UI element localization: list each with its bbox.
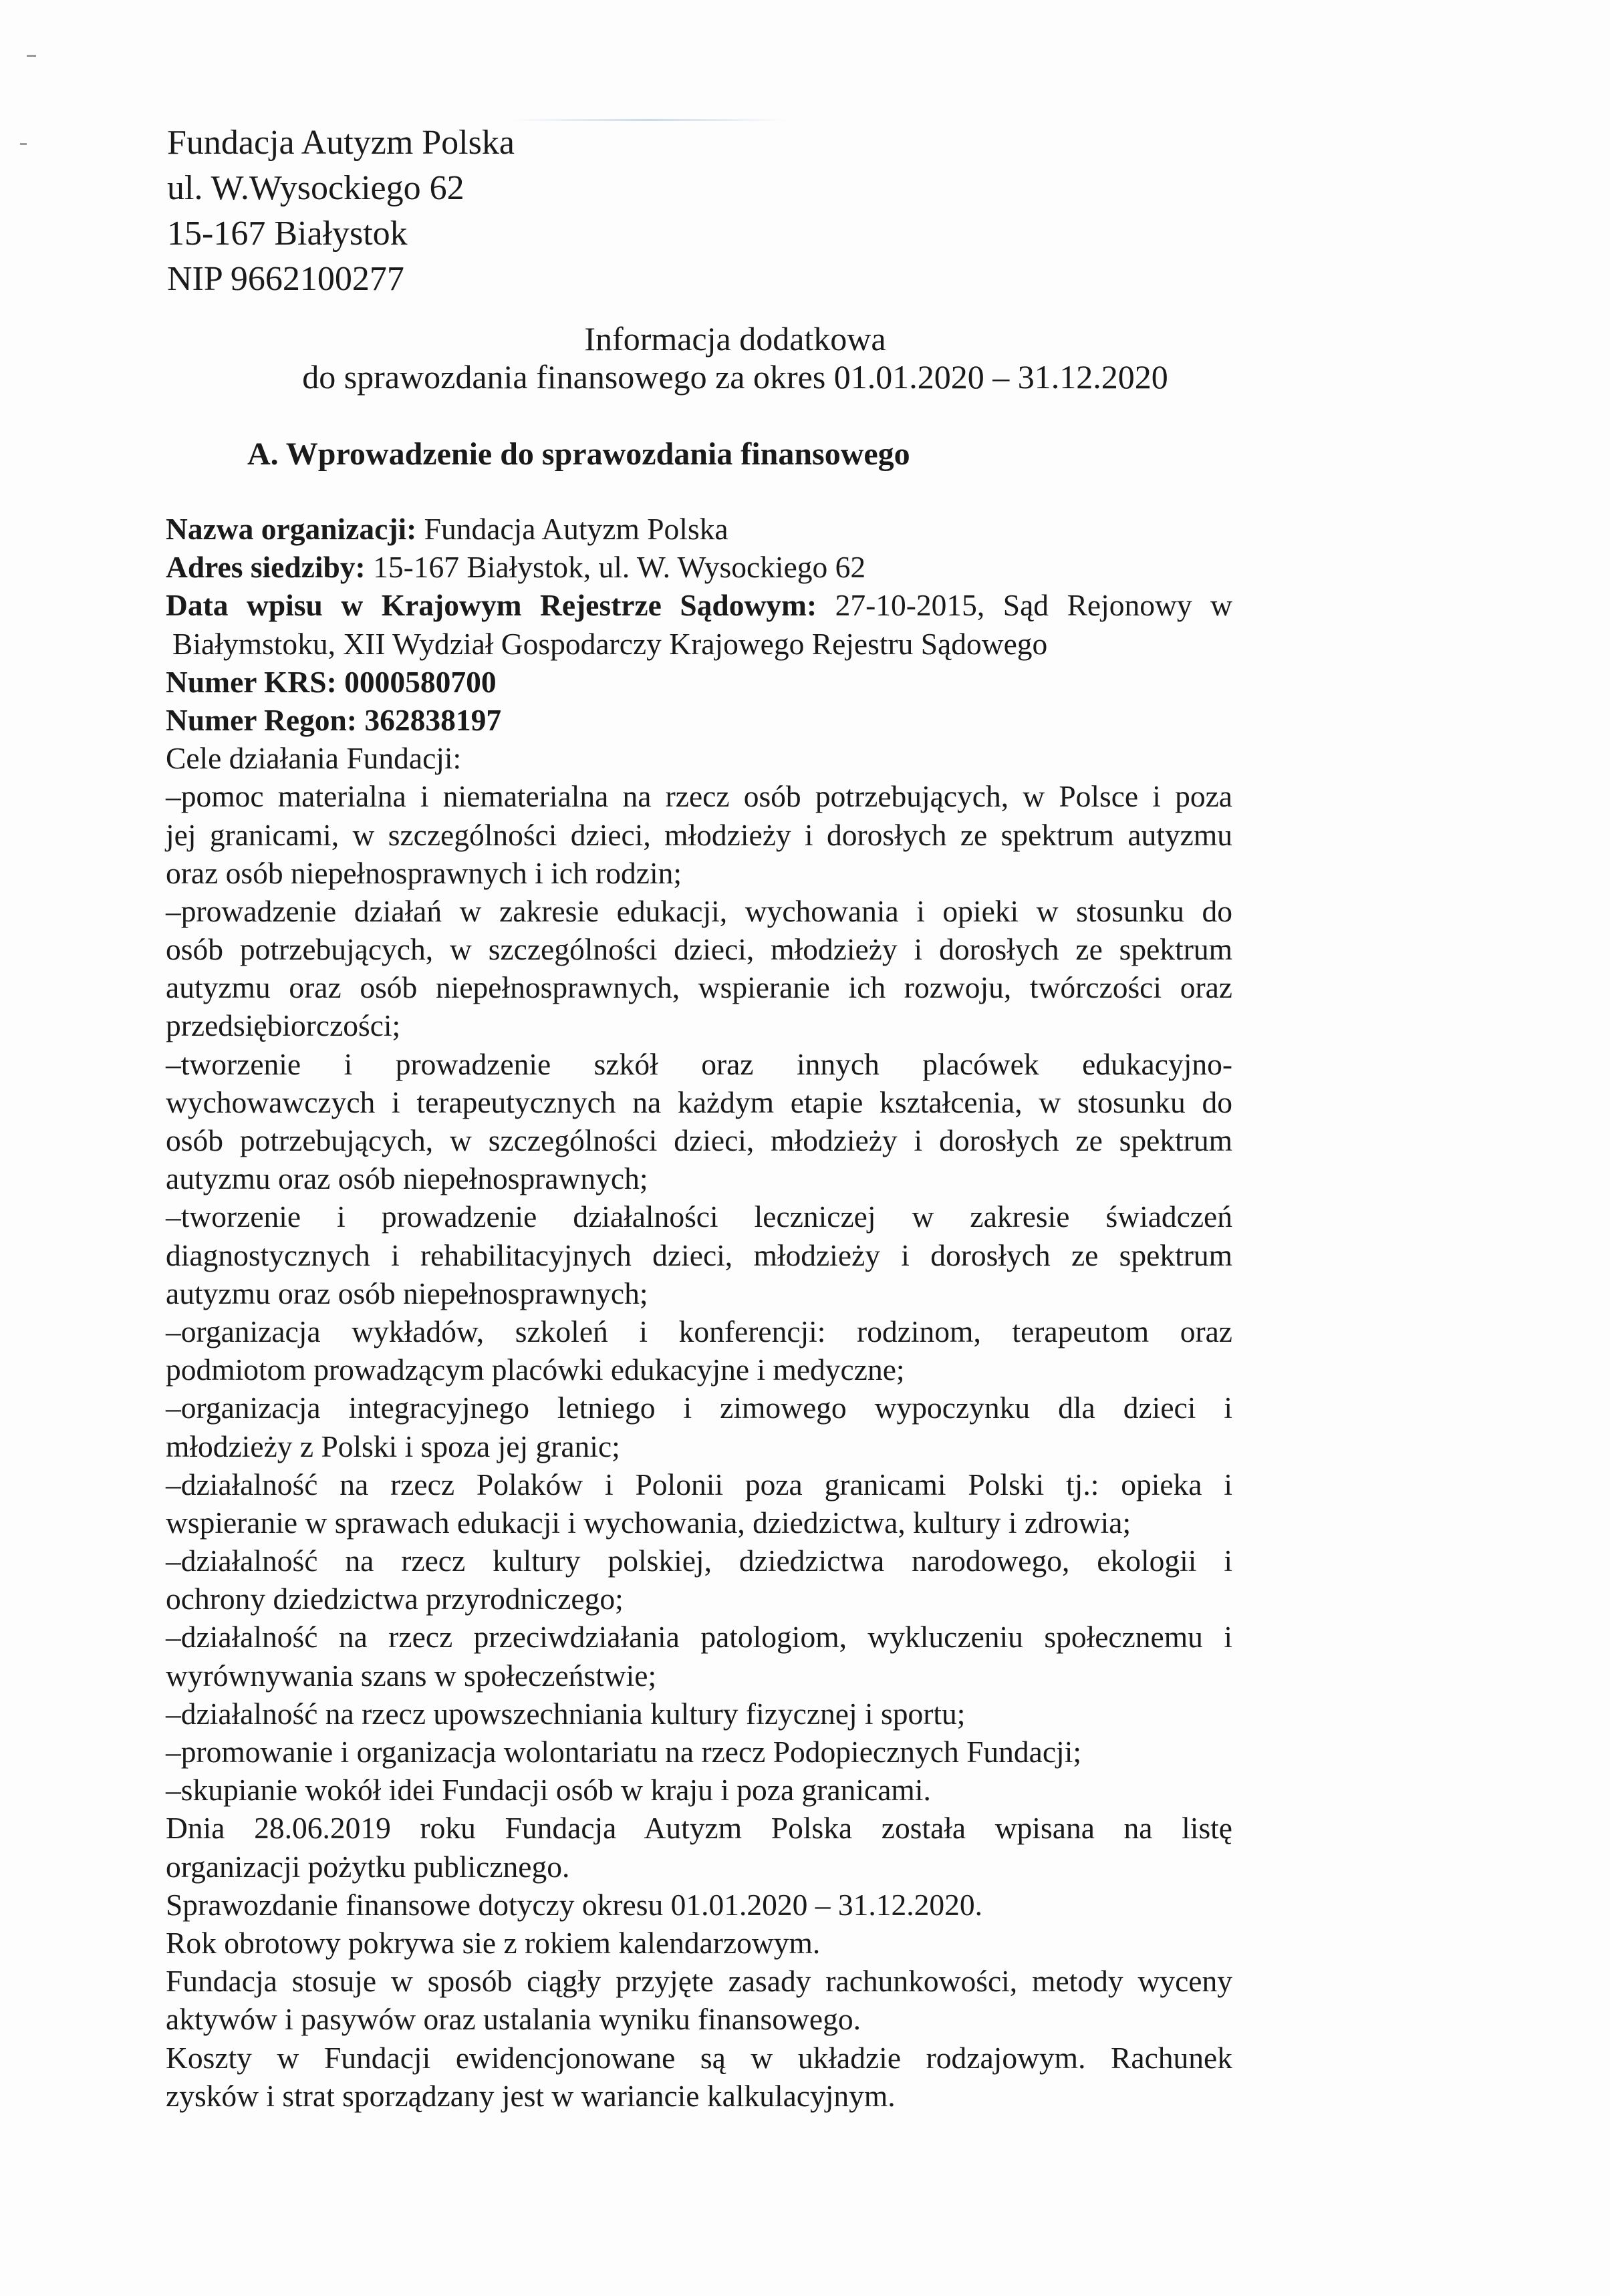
goal-line: diagnostycznych i rehabilitacyjnych dzieci, młodzieży i dorosłych ze spektrum — [166, 1238, 1232, 1272]
goal-line: –skupianie wokół idei Fundacji osób w kraju i poza granicami. — [166, 1773, 931, 1808]
closing-line: Dnia 28.06.2019 roku Fundacja Autyzm Polska została wpisana na listę — [166, 1811, 1232, 1846]
closing-line: organizacji pożytku publicznego. — [166, 1849, 570, 1884]
sender-name: Fundacja Autyzm Polska — [167, 124, 515, 162]
org-name-label: Nazwa organizacji: — [166, 512, 417, 546]
krs-date-label: Data wpisu w Krajowym Rejestrze Sądowym: — [166, 588, 817, 623]
scan-artifact-mark — [20, 143, 27, 145]
krs-court-line: Białymstoku, XII Wydział Gospodarczy Krajowego Rejestru Sądowego — [172, 626, 1048, 661]
goal-line: –tworzenie i prowadzenie działalności leczniczej w zakresie świadczeń — [166, 1199, 1232, 1234]
goal-line: wspieranie w sprawach edukacji i wychowania, dziedzictwa, kultury i zdrowia; — [166, 1505, 1131, 1540]
document-subtitle: do sprawozdania finansowego za okres 01.01.2020 – 31.12.2020 — [302, 358, 1168, 396]
section-a-title: A. Wprowadzenie do sprawozdania finansowego — [247, 436, 910, 472]
closing-line: Fundacja stosuje w sposób ciągły przyjęte zasady rachunkowości, metody wyceny — [166, 1964, 1232, 1999]
goal-line: –prowadzenie działań w zakresie edukacji, wychowania i opieki w stosunku do — [166, 893, 1232, 928]
sender-nip: NIP 9662100277 — [167, 260, 404, 298]
sender-block — [167, 120, 515, 302]
goal-line: –działalność na rzecz upowszechniania kultury fizycznej i sportu; — [166, 1696, 966, 1731]
sender-city: 15-167 Białystok — [167, 214, 408, 253]
goal-line: –promowanie i organizacja wolontariatu na rzecz Podopiecznych Fundacji; — [166, 1735, 1081, 1769]
goal-line: osób potrzebujących, w szczególności dzieci, młodzieży i dorosłych ze spektrum — [166, 1123, 1232, 1157]
goals-list — [166, 777, 1232, 1809]
goal-line: –pomoc materialna i niematerialna na rzecz osób potrzebujących, w Polsce i poza — [166, 779, 1232, 814]
goal-line: wyrównywania szans w społeczeństwie; — [166, 1658, 657, 1693]
org-address-label: Adres siedziby: — [166, 550, 366, 585]
goal-line: –organizacja wykładów, szkoleń i konferencji: rodzinom, terapeutom oraz — [166, 1314, 1232, 1348]
closing-line: aktywów i pasywów oraz ustalania wyniku finansowego. — [166, 2002, 861, 2037]
goal-line: autyzmu oraz osób niepełnosprawnych; — [166, 1161, 648, 1196]
goal-line: –tworzenie i prowadzenie szkół oraz innych placówek edukacyjno- — [166, 1046, 1232, 1081]
krs-number: Numer KRS: 0000580700 — [166, 664, 497, 699]
goal-line: autyzmu oraz osób niepełnosprawnych; — [166, 1276, 648, 1310]
closing-line: zysków i strat sporządzany jest w wariancie kalkulacyjnym. — [166, 2078, 896, 2113]
goal-line: autyzmu oraz osób niepełnosprawnych, wspieranie ich rozwoju, twórczości oraz — [166, 970, 1232, 1005]
goal-line: –działalność na rzecz kultury polskiej, dziedzictwa narodowego, ekologii i — [166, 1544, 1232, 1578]
goal-line: wychowawczych i terapeutycznych na każdym etapie kształcenia, w stosunku do — [166, 1085, 1232, 1119]
goals-intro: Cele działania Fundacji: — [166, 741, 462, 776]
goal-line: przedsiębiorczości; — [166, 1008, 401, 1043]
krs-date-value: 27-10-2015, Sąd Rejonowy w — [817, 588, 1232, 623]
closing-paragraphs — [166, 1809, 1232, 2115]
org-address-line — [166, 548, 1232, 586]
regon-number: Numer Regon: 362838197 — [166, 702, 502, 737]
goal-line: –działalność na rzecz przeciwdziałania patologiom, wykluczeniu społecznemu i — [166, 1620, 1232, 1655]
goal-line: osób potrzebujących, w szczególności dzieci, młodzieży i dorosłych ze spektrum — [166, 932, 1232, 967]
scan-artifact-mark — [27, 55, 36, 57]
goal-line: ochrony dziedzictwa przyrodniczego; — [166, 1582, 624, 1616]
goal-line: –działalność na rzecz Polaków i Polonii poza granicami Polski tj.: opieka i — [166, 1467, 1232, 1501]
goal-line: jej granicami, w szczególności dzieci, młodzieży i dorosłych ze spektrum autyzmu — [166, 817, 1232, 852]
org-name-line — [166, 510, 1232, 548]
document-title: Informacja dodatkowa — [584, 320, 886, 357]
sender-street: ul. W.Wysockiego 62 — [167, 169, 464, 207]
goal-line: podmiotom prowadzącym placówki edukacyjne i medyczne; — [166, 1352, 905, 1387]
closing-line: Koszty w Fundacji ewidencjonowane są w układzie rodzajowym. Rachunek — [166, 2040, 1232, 2075]
goal-line: –organizacja integracyjnego letniego i zimowego wypoczynku dla dzieci i — [166, 1391, 1232, 1425]
org-address-value: 15-167 Białystok, ul. W. Wysockiego 62 — [365, 550, 866, 585]
goal-line: młodzieży z Polski i spoza jej granic; — [166, 1429, 620, 1463]
closing-line: Rok obrotowy pokrywa sie z rokiem kalendarzowym. — [166, 1925, 821, 1960]
org-name-value: Fundacja Autyzm Polska — [416, 512, 728, 546]
goal-line: oraz osób niepełnosprawnych i ich rodzin; — [166, 855, 682, 890]
document-body — [166, 510, 1232, 2115]
closing-line: Sprawozdanie finansowe dotyczy okresu 01.01.2020 – 31.12.2020. — [166, 1887, 982, 1922]
scan-artifact-line — [508, 119, 789, 121]
krs-date-line — [166, 586, 1232, 624]
